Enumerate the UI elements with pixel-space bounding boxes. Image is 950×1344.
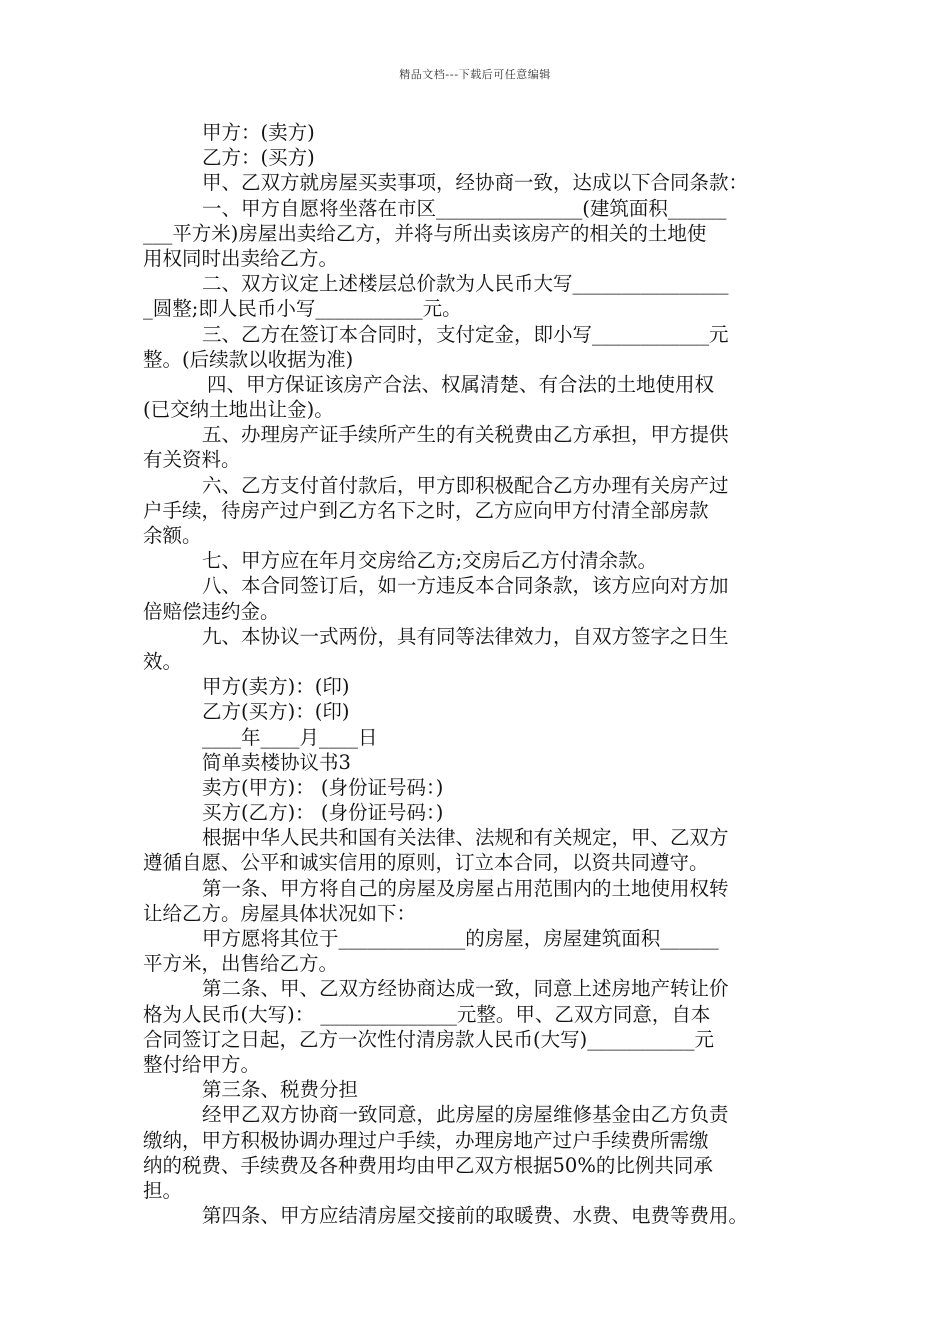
text-line: (已交纳土地出让金)。 xyxy=(143,398,334,422)
text-line: 用权同时出卖给乙方。 xyxy=(143,246,339,270)
text-line: 整付给甲方。 xyxy=(143,1052,261,1076)
text-line: 第三条、税费分担 xyxy=(202,1078,359,1102)
signature-line: 甲方(卖方)：(印) xyxy=(202,675,350,699)
text-line: 户手续，待房产过户到乙方名下之时，乙方应向甲方付清全部房款 xyxy=(143,498,709,522)
text-line: 格为人民币(大写)： ______________元整。甲、乙双方同意，自本 xyxy=(143,1002,711,1026)
text-line: 一、甲方自愿将坐落在市区_______________(建筑面积______ xyxy=(202,196,727,220)
text-line: 余额。 xyxy=(143,524,202,547)
page-header: 精品文档---下载后可任意编辑 xyxy=(399,68,551,81)
text-line: 根据中华人民共和国有关法律、法规和有关规定，甲、乙双方 xyxy=(202,826,729,850)
text-line: 有关资料。 xyxy=(143,448,241,472)
signature-line: 乙方(买方)：(印) xyxy=(202,700,350,724)
text-line: 第四条、甲方应结清房屋交接前的取暖费、水费、电费等费用。 xyxy=(202,1204,749,1228)
text-line: 纳的税费、手续费及各种费用均由甲乙双方根据50%的比例共同承 xyxy=(143,1153,713,1177)
text-line: 倍赔偿违约金。 xyxy=(143,599,280,623)
text-line: 整。(后续款以收据为准) xyxy=(143,347,354,371)
text-line: 平方米，出售给乙方。 xyxy=(143,952,339,976)
text-line: 卖方(甲方)： (身份证号码：) xyxy=(202,775,444,799)
text-line: ___平方米)房屋出卖给乙方，并将与所出卖该房产的相关的土地使 xyxy=(143,221,707,245)
section-title: 简单卖楼协议书3 xyxy=(202,750,351,774)
text-line: 甲方：(卖方) xyxy=(202,121,315,144)
text-line: 第一条、甲方将自己的房屋及房屋占用范围内的土地使用权转 xyxy=(202,876,729,900)
text-line: 甲、乙双方就房屋买卖事项，经协商一致，达成以下合同条款： xyxy=(202,171,749,195)
text-line: 合同签订之日起，乙方一次性付清房款人民币(大写)___________元 xyxy=(143,1027,714,1051)
text-line: 买方(乙方)： (身份证号码：) xyxy=(202,801,444,825)
text-line: 乙方：(买方) xyxy=(202,146,315,170)
text-line: _圆整;即人民币小写___________元。 xyxy=(143,297,462,321)
text-line: 四、甲方保证该房产合法、权属清楚、有合法的土地使用权 xyxy=(207,372,715,396)
text-line: 第二条、甲、乙双方经协商达成一致，同意上述房地产转让价 xyxy=(202,977,729,1001)
text-line: 担。 xyxy=(143,1178,183,1202)
text-line: 让给乙方。房屋具体状况如下： xyxy=(143,901,417,925)
text-line: 八、本合同签订后，如一方违反本合同条款，该方应向对方加 xyxy=(202,574,729,598)
text-line: 甲方愿将其位于_____________的房屋，房屋建筑面积______ xyxy=(202,927,719,950)
text-line: 效。 xyxy=(143,649,183,673)
text-line: 二、双方议定上述楼层总价款为人民币大写________________ xyxy=(202,272,729,296)
text-line: 遵循自愿、公平和诚实信用的原则，订立本合同，以资共同遵守。 xyxy=(143,851,709,875)
text-line: 五、办理房产证手续所产生的有关税费由乙方承担，甲方提供 xyxy=(202,423,729,447)
text-line: 六、乙方支付首付款后，甲方即积极配合乙方办理有关房产过 xyxy=(202,473,729,497)
text-line: 经甲乙双方协商一致同意，此房屋的房屋维修基金由乙方负责 xyxy=(202,1103,729,1127)
text-line: 九、本协议一式两份，具有同等法律效力，自双方签字之日生 xyxy=(202,624,729,648)
date-line: ____年____月____日 xyxy=(202,725,378,749)
text-line: 三、乙方在签订本合同时，支付定金，即小写____________元 xyxy=(202,322,729,346)
text-line: 七、甲方应在年月交房给乙方;交房后乙方付清余款。 xyxy=(202,549,658,573)
text-line: 缴纳，甲方积极协调办理过户手续，办理房地产过户手续费所需缴 xyxy=(143,1128,709,1152)
contract-body xyxy=(143,120,811,1228)
